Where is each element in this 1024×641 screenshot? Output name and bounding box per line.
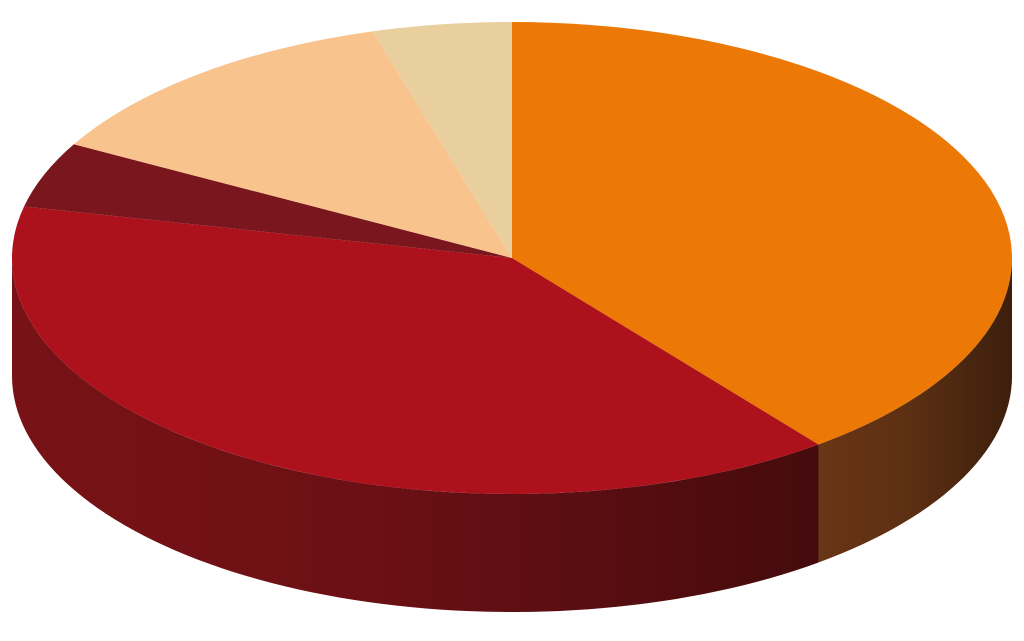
- pie-slices: [12, 22, 1012, 494]
